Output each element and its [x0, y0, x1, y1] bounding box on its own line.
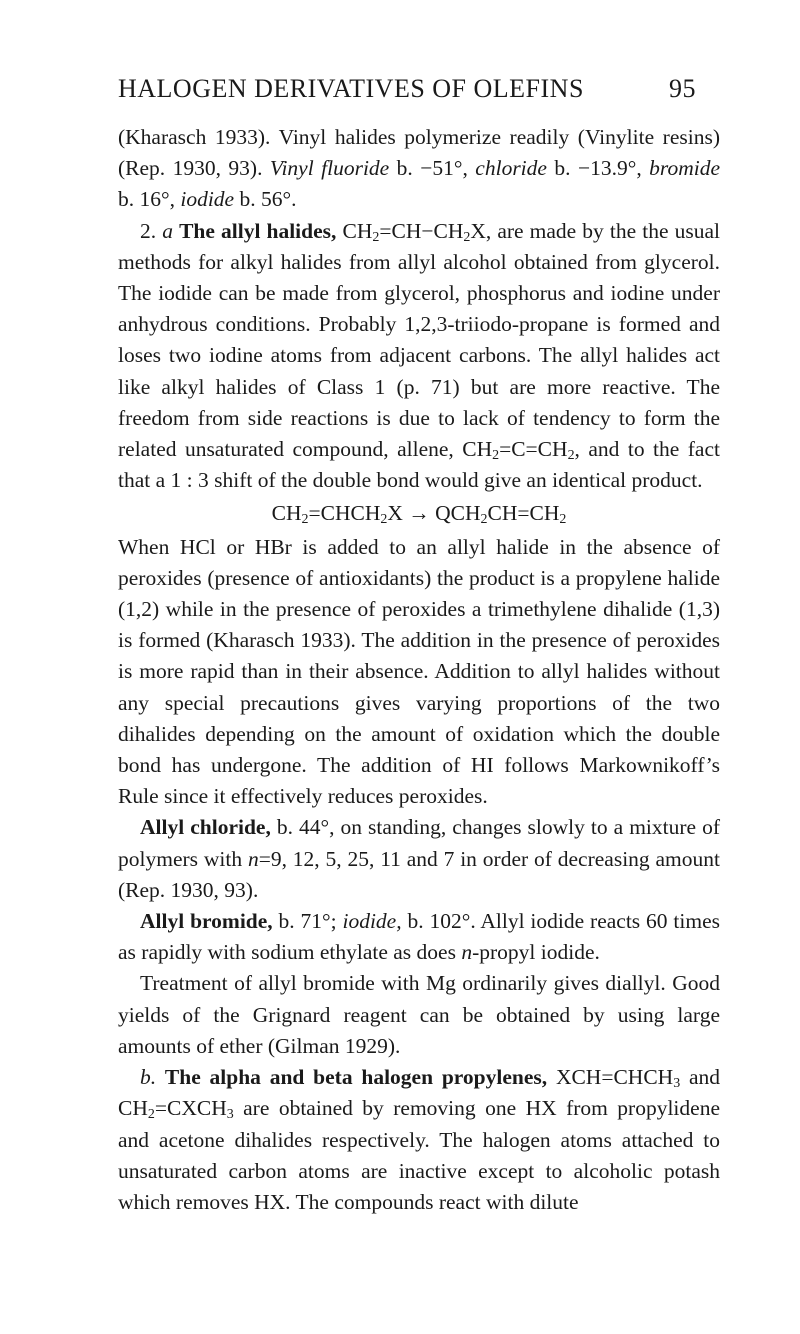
term-halogen-propylenes: The alpha and beta halogen propylenes, — [164, 1065, 548, 1090]
term-allyl-bromide: Allyl bromide, — [140, 909, 273, 934]
reaction-equation: $CH_2=CHCH_2X \to QCH_2CH=CH_2$ — [271, 501, 567, 528]
body-text — [118, 122, 720, 1218]
term-allyl-chloride: Allyl chloride, — [140, 815, 271, 840]
paragraph-allyl-bromide: Allyl bromide, b. 71°; iodide, b. 102°. Allyl iodide reacts 60 times as rapidly with sodium ethylate as does n-propyl iodide. — [118, 909, 720, 965]
term-allyl-halides: The allyl halides, — [179, 218, 337, 243]
paragraph-vinyl-halides: (Kharasch 1933). Vinyl halides polymerize readily (Vinylite resins) (Rep. 1930, 93). Vinyl fluoride b. −51°, chloride b. −13.9°, bromide b. 16°, iodide b. 56°. — [118, 125, 721, 212]
paragraph-halogen-propylenes: b. The alpha and beta halogen propylenes, $XCH=CHCH_3$ and $CH_2=CXCH_3$ are obtained by removing one HX from propylidene and acetone dihalides respectively. The halogen atoms attached to unsaturated carbon atoms are inactive except to alcoholic potash which removes HX. The compounds react with dilute — [118, 1065, 721, 1214]
page-number: 95 — [669, 74, 696, 103]
paragraph-allyl-halides: 2. a The allyl halides, $CH_2=CH-CH_2X$, are made by the the usual methods for alkyl halides from allyl alcohol obtained from glycerol. The iodide can be made from glycerol, phosphorus and iodine under anhydrous conditions. Probably 1,2,3-triiodo-propane is formed and loses two iodine atoms from adjacent carbons. The allyl halides act like alkyl halides of Class 1 (p. 71) but are more reactive. The freedom from side reactions is due to lack of tendency to form the related unsaturated compound, allene, $CH_2=C=CH_2$, and to the fact that a 1 : 3 shift of the double bond would give an identical product. — [118, 218, 720, 493]
chapter-title: HALOGEN DERIVATIVES OF OLEFINS — [118, 74, 584, 103]
paragraph-grignard: Treatment of allyl bromide with Mg ordinarily gives diallyl. Good yields of the Grignard reagent can be obtained by using large amounts of ether (Gilman 1929). — [118, 971, 720, 1058]
paragraph-hcl-addition: When HCl or HBr is added to an allyl halide in the absence of peroxides (presence of antioxidants) the product is a propylene halide (1,2) while in the presence of peroxides a trimethylene dihalide (1,3) is formed (Kharasch 1933). The addition in the presence of peroxides is more rapid than in their absence. Addition to allyl halides without any special precautions gives varying proportions of the two dihalides depending on the amount of oxidation which the double bond has undergone. The addition of HI follows Markownikoff’s Rule since it effectively reduces peroxides. — [118, 534, 720, 809]
paragraph-allyl-chloride: Allyl chloride, b. 44°, on standing, changes slowly to a mixture of polymers with n=9, 12, 5, 25, 11 and 7 in order of decreasing amount (Rep. 1930, 93). — [118, 815, 721, 902]
